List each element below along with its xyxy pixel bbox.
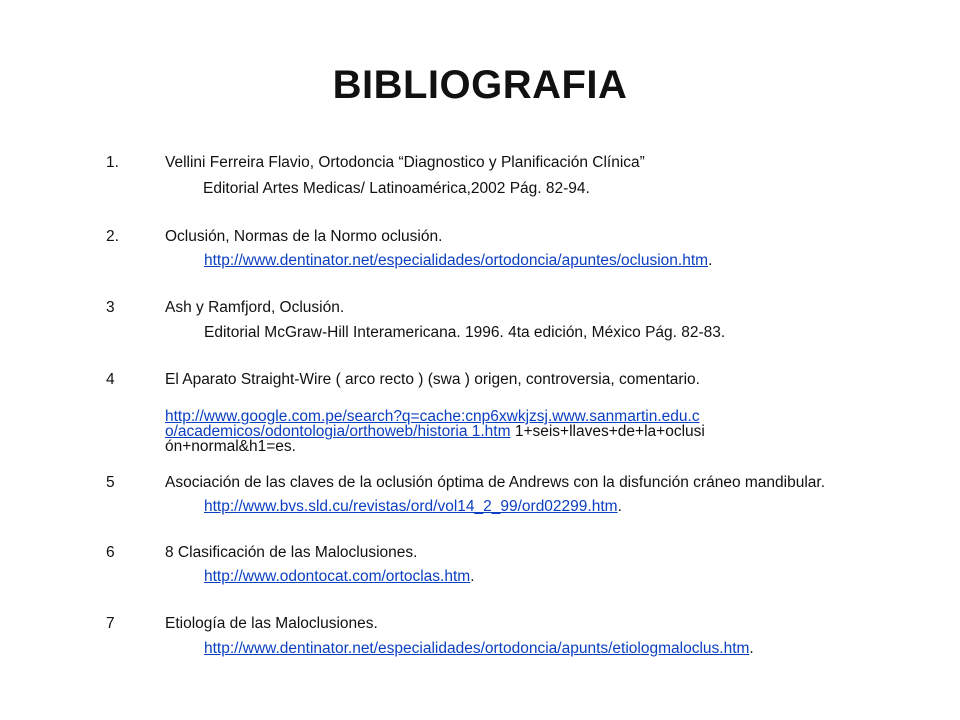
entry-number: 6: [106, 544, 115, 561]
page-title: BIBLIOGRAFIA: [332, 63, 628, 107]
entry-link[interactable]: http://www.bvs.sld.cu/revistas/ord/vol14_2_99/ord02299.htm: [204, 498, 618, 515]
entry-number: 3: [106, 299, 115, 316]
entry-number: 4: [106, 371, 115, 388]
entry-title: Vellini Ferreira Flavio, Ortodoncia “Diagnostico y Planificación Clínica”: [165, 154, 645, 171]
entry-link-suffix: .: [708, 252, 713, 269]
entry-link-suffix: 1+seis+llaves+de+la+oclusión+normal&h1=es.: [165, 423, 705, 455]
entry-link-suffix: .: [470, 568, 475, 585]
entry-link[interactable]: http://www.google.com.pe/search?q=cache:cnp6xwkjzsj.www.sanmartin.edu.co/academicos/odontologia/orthoweb/historia 1.htm: [165, 408, 700, 440]
entry-number: 5: [106, 474, 115, 491]
entry-url-line: [204, 252, 712, 270]
entry-number: 7: [106, 615, 115, 632]
entry-url-line: [204, 568, 475, 586]
entry-publisher: Editorial McGraw-Hill Interamericana. 1996. 4ta edición, México Pág. 82-83.: [204, 324, 726, 341]
entry-link[interactable]: http://www.odontocat.com/ortoclas.htm: [204, 568, 471, 585]
entry-title: El Aparato Straight-Wire ( arco recto ) (swa ) origen, controversia, comentario.: [165, 371, 700, 388]
entry-url-line: [204, 498, 622, 516]
entry-publisher: Editorial Artes Medicas/ Latinoamérica,2002 Pág. 82-94.: [203, 180, 590, 197]
entry-title: Asociación de las claves de la oclusión óptima de Andrews con la disfunción cráneo mandibular.: [165, 474, 825, 491]
entry-link[interactable]: http://www.dentinator.net/especialidades/ortodoncia/apuntes/oclusion.htm: [204, 252, 709, 269]
entry-title: Oclusión, Normas de la Normo oclusión.: [165, 228, 443, 245]
entry-title: Ash y Ramfjord, Oclusión.: [165, 299, 345, 316]
entry-number: 2.: [106, 228, 119, 245]
entry-link[interactable]: http://www.dentinator.net/especialidades/ortodoncia/apunts/etiologmaloclus.htm: [204, 640, 750, 657]
entry-title: Etiología de las Maloclusiones.: [165, 615, 378, 632]
entry-number: 1.: [106, 154, 119, 171]
entry-title: 8 Clasificación de las Maloclusiones.: [165, 544, 418, 561]
entry-url-line: [165, 409, 710, 454]
entry-link-suffix: .: [749, 640, 754, 657]
entry-link-suffix: .: [617, 498, 622, 515]
entry-url-line: [204, 640, 754, 658]
